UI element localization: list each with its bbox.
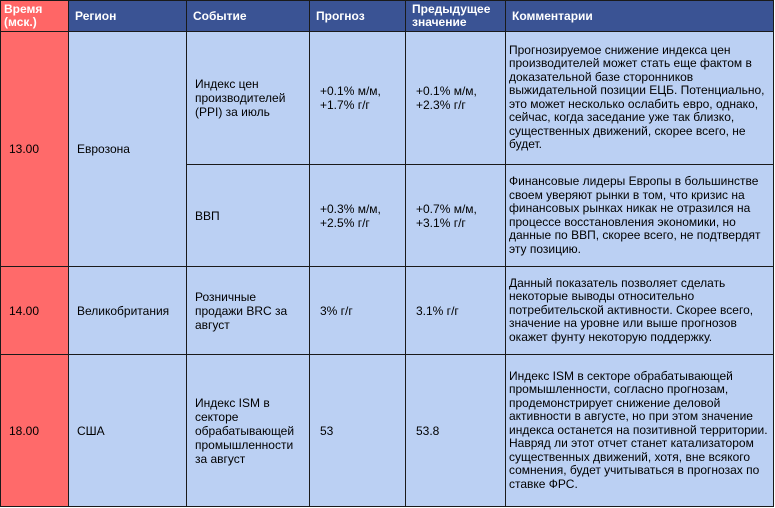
header-previous: Предыдущее значение (406, 1, 506, 32)
event-cell: Индекс цен производителей (PPI) за июль (187, 32, 310, 165)
forecast-cell: +0.3% м/м, +2.5% г/г (310, 164, 406, 267)
region-cell: Великобритания (69, 267, 187, 355)
forecast-cell: 53 (310, 355, 406, 507)
previous-cell: 53.8 (406, 355, 506, 507)
region-cell: США (69, 355, 187, 507)
event-cell: ВВП (187, 164, 310, 267)
header-region: Регион (69, 1, 187, 32)
event-cell: Розничные продажи BRC за август (187, 267, 310, 355)
comment-cell: Индекс ISM в секторе обрабатывающей промышленности, согласно прогнозам, продемонстрирует снижение деловой активности в августе, но при этом значение индекса останется на позитивной территории. Навряд ли этот отчет станет катализатором существенных движений, хотя, вне всякого сомнения, будет учитываться в прогнозах по ставке ФРС. (506, 355, 774, 507)
table-body (1, 32, 774, 507)
time-cell: 14.00 (1, 267, 69, 355)
time-cell: 13.00 (1, 32, 69, 267)
event-cell: Индекс ISM в секторе обрабатывающей промышленности за август (187, 355, 310, 507)
forecast-cell: +0.1% м/м, +1.7% г/г (310, 32, 406, 165)
table-row (1, 267, 774, 355)
region-cell: Еврозона (69, 32, 187, 267)
previous-cell: 3.1% г/г (406, 267, 506, 355)
table-row (1, 355, 774, 507)
header-time: Время (мск.) (1, 1, 69, 32)
header-forecast: Прогноз (310, 1, 406, 32)
previous-cell: +0.7% м/м, +3.1% г/г (406, 164, 506, 267)
header-comments: Комментарии (506, 1, 774, 32)
previous-cell: +0.1% м/м, +2.3% г/г (406, 32, 506, 165)
forecast-cell: 3% г/г (310, 267, 406, 355)
time-cell: 18.00 (1, 355, 69, 507)
comment-cell: Прогнозируемое снижение индекса цен производителей может стать еще фактом в доказательной базе сторонников выжидательной позиции ЕЦБ. Потенциально, это может несколько ослабить евро, однако, сейчас, когда заседание уже так близко, существенных движений, скорее всего, не будет. (506, 32, 774, 165)
header-row (1, 1, 774, 32)
comment-cell: Финансовые лидеры Европы в большинстве своем уверяют рынки в том, что кризис на финансовых рынках никак не отразился на процессе восстановления экономики, но данные по ВВП, скорее всего, не подтвердят эту позицию. (506, 164, 774, 267)
comment-cell: Данный показатель позволяет сделать некоторые выводы относительно потребительской активности. Скорее всего, значение на уровне или выше прогнозов окажет фунту некоторую поддержку. (506, 267, 774, 355)
table-header (1, 1, 774, 32)
header-event: Событие (187, 1, 310, 32)
table-row (1, 32, 774, 165)
